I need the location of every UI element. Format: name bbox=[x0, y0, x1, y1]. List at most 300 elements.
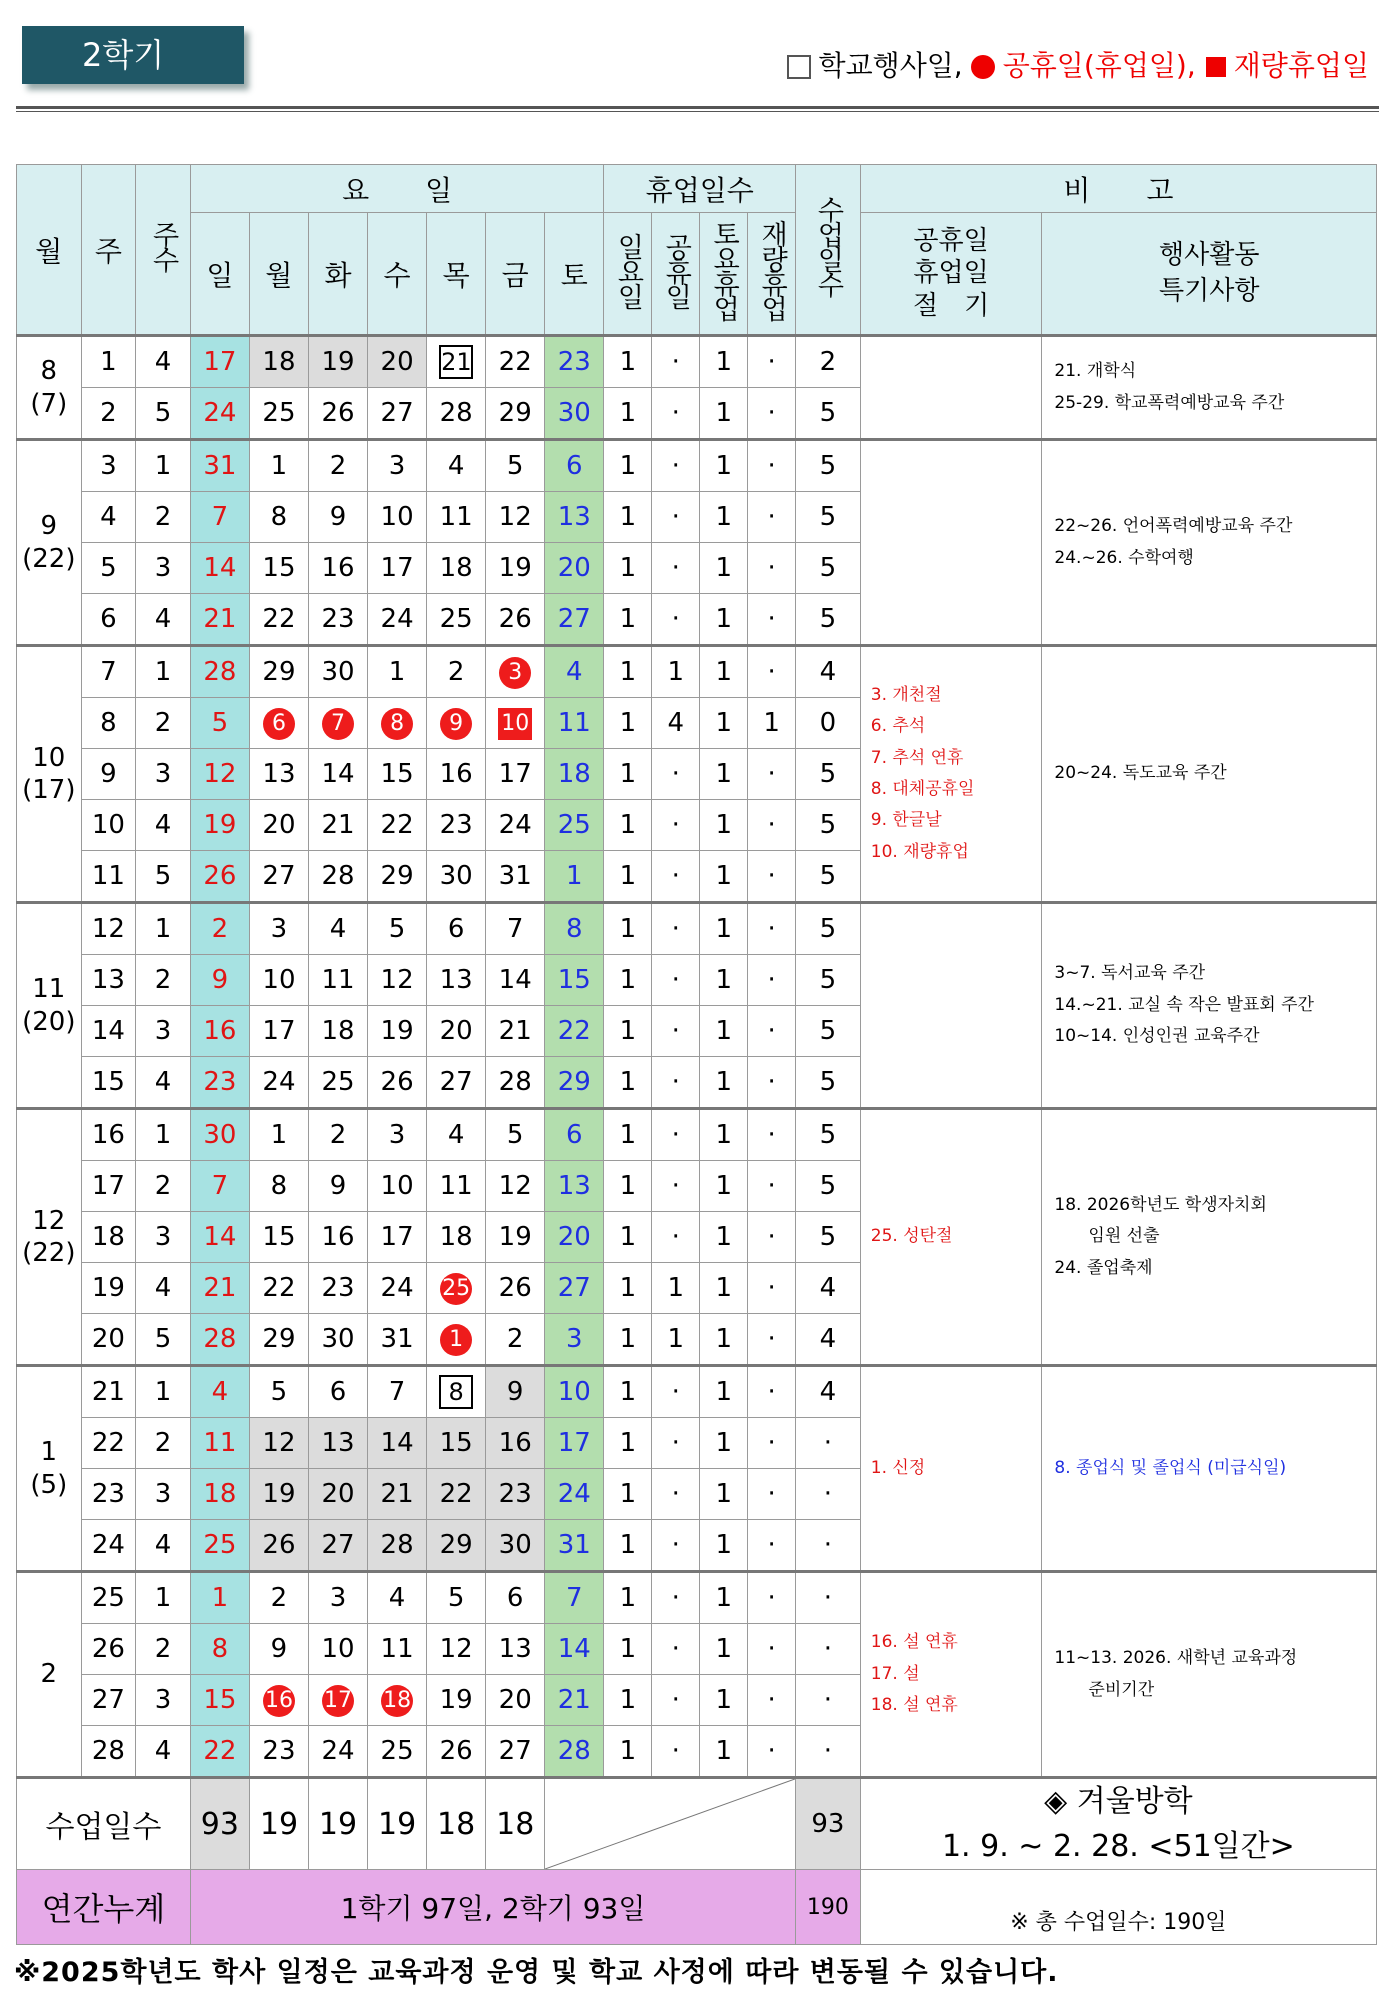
holiday-note: 6. 추석 bbox=[870, 716, 926, 737]
day-cell bbox=[427, 440, 486, 492]
day-cell bbox=[249, 1212, 308, 1263]
closure-count: 1 bbox=[604, 1624, 652, 1675]
day-cell bbox=[368, 1161, 427, 1212]
week-number: 23 bbox=[81, 1469, 136, 1520]
day-cell bbox=[368, 1057, 427, 1109]
week-count: 3 bbox=[136, 1469, 191, 1520]
day-cell bbox=[486, 1161, 545, 1212]
day-number: 12 bbox=[439, 1634, 473, 1664]
day-number: 21 bbox=[557, 1685, 591, 1715]
holiday-notes bbox=[860, 1109, 1042, 1366]
col-school-days: 수업일수 bbox=[796, 165, 861, 336]
holiday-notes bbox=[860, 646, 1042, 903]
week-number: 18 bbox=[81, 1212, 136, 1263]
day-cell bbox=[368, 1006, 427, 1057]
col-remarks-holiday: 공휴일 휴업일 절 기 bbox=[860, 213, 1042, 336]
closure-count: 1 bbox=[700, 1418, 748, 1469]
closure-count: · bbox=[748, 1161, 796, 1212]
col-day: 수 bbox=[368, 213, 427, 336]
month-cell bbox=[17, 440, 82, 646]
day-number: 16 bbox=[321, 553, 355, 583]
day-number: 5 bbox=[447, 1583, 465, 1613]
day-cell bbox=[486, 903, 545, 955]
day-cell bbox=[308, 1726, 367, 1778]
day-cell bbox=[308, 1366, 367, 1418]
month-school-days: (7) bbox=[30, 388, 68, 419]
day-number: 24 bbox=[321, 1736, 355, 1766]
day-cell bbox=[486, 1726, 545, 1778]
month-school-days: (17) bbox=[22, 775, 76, 805]
closure-count: · bbox=[748, 1726, 796, 1778]
closure-count: 1 bbox=[604, 336, 652, 388]
closure-count: 1 bbox=[700, 492, 748, 543]
closure-count: 1 bbox=[700, 1263, 748, 1314]
col-closure-group: 휴업일수 bbox=[604, 165, 796, 213]
day-cell bbox=[486, 1366, 545, 1418]
day-number: 6 bbox=[447, 914, 465, 944]
day-number: 6 bbox=[566, 1120, 583, 1150]
week-count: 2 bbox=[136, 955, 191, 1006]
event-notes bbox=[1042, 1366, 1377, 1572]
holiday-marker: 6 bbox=[263, 708, 295, 740]
closure-count: 1 bbox=[700, 1366, 748, 1418]
closure-count: · bbox=[748, 903, 796, 955]
day-cell bbox=[486, 749, 545, 800]
day-cell bbox=[545, 749, 604, 800]
day-cell bbox=[368, 543, 427, 594]
day-cell bbox=[190, 749, 249, 800]
day-number: 17 bbox=[380, 553, 414, 583]
day-number: 20 bbox=[262, 810, 296, 840]
day-number: 18 bbox=[439, 1222, 473, 1252]
week-number: 19 bbox=[81, 1263, 136, 1314]
holiday-marker: 7 bbox=[322, 708, 354, 740]
day-number: 21 bbox=[203, 1273, 237, 1303]
closure-count: 1 bbox=[604, 1469, 652, 1520]
day-cell bbox=[486, 1418, 545, 1469]
day-number: 30 bbox=[439, 861, 473, 891]
day-cell bbox=[308, 1057, 367, 1109]
closure-count: · bbox=[748, 1675, 796, 1726]
day-cell bbox=[427, 903, 486, 955]
day-cell bbox=[249, 440, 308, 492]
week-count: 5 bbox=[136, 851, 191, 903]
day-cell bbox=[545, 1624, 604, 1675]
day-number: 27 bbox=[498, 1736, 532, 1766]
week-row bbox=[17, 1366, 1377, 1418]
day-cell bbox=[308, 646, 367, 698]
day-cell bbox=[545, 1057, 604, 1109]
closure-count: · bbox=[652, 1520, 700, 1572]
day-number: 16 bbox=[439, 759, 473, 789]
day-number: 27 bbox=[557, 604, 591, 634]
day-cell bbox=[190, 903, 249, 955]
week-count: 4 bbox=[136, 1263, 191, 1314]
closure-count: · bbox=[748, 800, 796, 851]
day-cell bbox=[249, 594, 308, 646]
closure-count: 1 bbox=[604, 1726, 652, 1778]
day-number: 14 bbox=[203, 553, 237, 583]
day-cell bbox=[308, 1624, 367, 1675]
day-cell bbox=[368, 1263, 427, 1314]
day-number: 17 bbox=[203, 347, 237, 377]
week-count: 3 bbox=[136, 543, 191, 594]
closure-count: · bbox=[652, 594, 700, 646]
event-note: 24. 졸업축제 bbox=[1054, 1257, 1153, 1278]
closure-count: · bbox=[652, 440, 700, 492]
week-number: 16 bbox=[81, 1109, 136, 1161]
week-number: 20 bbox=[81, 1314, 136, 1366]
day-number: 14 bbox=[380, 1428, 414, 1458]
day-number: 19 bbox=[498, 1222, 532, 1252]
holiday-note: 9. 한글날 bbox=[870, 810, 942, 831]
event-note: 임원 선출 bbox=[1088, 1226, 1160, 1247]
day-cell bbox=[308, 698, 367, 749]
day-number: 26 bbox=[498, 1273, 532, 1303]
day-number: 23 bbox=[557, 347, 591, 377]
day-cell bbox=[427, 646, 486, 698]
annual-total: 190 bbox=[796, 1870, 861, 1945]
day-number: 5 bbox=[506, 451, 524, 481]
day-cell bbox=[486, 543, 545, 594]
closure-count: · bbox=[652, 492, 700, 543]
day-cell bbox=[486, 800, 545, 851]
school-days-count: 5 bbox=[796, 492, 861, 543]
closure-count: · bbox=[652, 1006, 700, 1057]
event-notes bbox=[1042, 440, 1377, 646]
day-cell bbox=[427, 749, 486, 800]
event-note: 3~7. 독서교육 주간 bbox=[1054, 963, 1206, 984]
event-note: 14.~21. 교실 속 작은 발표회 주간 bbox=[1054, 994, 1314, 1015]
day-number: 16 bbox=[203, 1016, 237, 1046]
day-cell bbox=[486, 1212, 545, 1263]
school-days-count: · bbox=[796, 1726, 861, 1778]
school-days-count: 5 bbox=[796, 955, 861, 1006]
day-cell bbox=[486, 1263, 545, 1314]
closure-count: 1 bbox=[700, 955, 748, 1006]
day-number: 17 bbox=[262, 1016, 296, 1046]
day-cell bbox=[427, 1314, 486, 1366]
week-count: 4 bbox=[136, 1057, 191, 1109]
day-cell bbox=[486, 440, 545, 492]
day-cell bbox=[190, 440, 249, 492]
closure-count: · bbox=[748, 594, 796, 646]
day-cell bbox=[545, 594, 604, 646]
day-number: 13 bbox=[439, 965, 473, 995]
day-cell bbox=[427, 1418, 486, 1469]
week-number: 2 bbox=[81, 388, 136, 440]
month-cell bbox=[17, 336, 82, 440]
day-number: 10 bbox=[380, 502, 414, 532]
holiday-notes bbox=[860, 440, 1042, 646]
closure-count: · bbox=[652, 1057, 700, 1109]
closure-count: 1 bbox=[700, 1057, 748, 1109]
closure-count: 1 bbox=[604, 440, 652, 492]
closure-count: 1 bbox=[700, 1006, 748, 1057]
day-number: 6 bbox=[566, 451, 583, 481]
week-count: 2 bbox=[136, 492, 191, 543]
day-cell bbox=[190, 851, 249, 903]
school-days-count: 5 bbox=[796, 800, 861, 851]
week-count: 1 bbox=[136, 1109, 191, 1161]
semester-tab: 2학기 bbox=[22, 26, 244, 84]
week-number: 5 bbox=[81, 543, 136, 594]
day-number: 1 bbox=[270, 451, 288, 481]
day-number: 13 bbox=[321, 1428, 355, 1458]
week-count: 3 bbox=[136, 1212, 191, 1263]
day-number: 12 bbox=[498, 502, 532, 532]
day-cell bbox=[308, 800, 367, 851]
day-number: 7 bbox=[211, 502, 229, 532]
day-number: 6 bbox=[506, 1583, 524, 1613]
day-number: 10 bbox=[262, 965, 296, 995]
day-cell bbox=[486, 1057, 545, 1109]
day-cell bbox=[486, 388, 545, 440]
day-cell bbox=[368, 594, 427, 646]
day-cell bbox=[545, 1109, 604, 1161]
day-number: 26 bbox=[321, 398, 355, 428]
col-days-group: 요 일 bbox=[190, 165, 604, 213]
holiday-notes bbox=[860, 336, 1042, 440]
closure-count: 1 bbox=[604, 1109, 652, 1161]
day-number: 26 bbox=[262, 1530, 296, 1560]
month-label: 10 bbox=[32, 742, 66, 773]
day-cell bbox=[190, 1624, 249, 1675]
day-cell bbox=[308, 1006, 367, 1057]
school-days-count: · bbox=[796, 1624, 861, 1675]
school-days-count: 5 bbox=[796, 1109, 861, 1161]
closure-count: · bbox=[748, 1624, 796, 1675]
day-cell bbox=[545, 1520, 604, 1572]
day-number: 3 bbox=[270, 914, 288, 944]
day-number: 16 bbox=[321, 1222, 355, 1252]
day-number: 20 bbox=[439, 1016, 473, 1046]
closure-count: · bbox=[652, 851, 700, 903]
closure-count: · bbox=[748, 646, 796, 698]
day-cell bbox=[545, 955, 604, 1006]
day-cell bbox=[249, 851, 308, 903]
col-week-count: 주수 bbox=[136, 165, 191, 336]
week-count: 2 bbox=[136, 1418, 191, 1469]
day-cell bbox=[190, 698, 249, 749]
day-number: 15 bbox=[557, 965, 591, 995]
closure-count: · bbox=[748, 1572, 796, 1624]
closure-count: 1 bbox=[604, 388, 652, 440]
week-count: 4 bbox=[136, 594, 191, 646]
day-number: 3 bbox=[566, 1324, 583, 1354]
event-note: 21. 개학식 bbox=[1054, 361, 1137, 382]
day-cell bbox=[368, 698, 427, 749]
totals-row bbox=[17, 1778, 1377, 1870]
day-cell bbox=[190, 1418, 249, 1469]
day-cell bbox=[249, 1726, 308, 1778]
day-number: 29 bbox=[380, 861, 414, 891]
month-school-days: (5) bbox=[30, 1469, 68, 1500]
closure-count: · bbox=[652, 1572, 700, 1624]
day-number: 25 bbox=[380, 1736, 414, 1766]
day-cell bbox=[249, 388, 308, 440]
closure-count: · bbox=[652, 1109, 700, 1161]
day-number: 27 bbox=[557, 1273, 591, 1303]
day-cell bbox=[249, 646, 308, 698]
day-cell bbox=[308, 1263, 367, 1314]
day-number: 22 bbox=[380, 810, 414, 840]
day-cell bbox=[486, 1109, 545, 1161]
day-cell bbox=[249, 749, 308, 800]
closure-count: · bbox=[748, 336, 796, 388]
day-number: 10 bbox=[321, 1634, 355, 1664]
closure-count: 4 bbox=[652, 698, 700, 749]
day-cell bbox=[249, 492, 308, 543]
day-cell bbox=[368, 1469, 427, 1520]
day-cell bbox=[486, 646, 545, 698]
day-number: 3 bbox=[329, 1583, 347, 1613]
day-cell bbox=[545, 1726, 604, 1778]
discretionary-legend-square bbox=[1206, 57, 1226, 77]
day-number: 12 bbox=[380, 965, 414, 995]
day-number: 3 bbox=[388, 1120, 406, 1150]
closure-count: 1 bbox=[700, 1469, 748, 1520]
day-number: 26 bbox=[203, 861, 237, 891]
day-number: 1 bbox=[388, 657, 406, 687]
day-cell bbox=[427, 800, 486, 851]
day-number: 21 bbox=[321, 810, 355, 840]
day-cell bbox=[308, 543, 367, 594]
week-count: 1 bbox=[136, 903, 191, 955]
school-days-count: 5 bbox=[796, 851, 861, 903]
week-count: 4 bbox=[136, 336, 191, 388]
school-days-count: 5 bbox=[796, 1212, 861, 1263]
closure-count: 1 bbox=[604, 492, 652, 543]
day-cell bbox=[190, 492, 249, 543]
holiday-note: 3. 개천절 bbox=[870, 684, 942, 705]
day-cell bbox=[190, 1314, 249, 1366]
month-label: 8 bbox=[40, 356, 58, 386]
day-number: 15 bbox=[380, 759, 414, 789]
closure-count: · bbox=[748, 1006, 796, 1057]
closure-count: · bbox=[748, 1057, 796, 1109]
school-days-count: 5 bbox=[796, 1161, 861, 1212]
closure-count: · bbox=[652, 1675, 700, 1726]
day-cell bbox=[308, 594, 367, 646]
day-number: 25 bbox=[203, 1530, 237, 1560]
closure-count: 1 bbox=[748, 698, 796, 749]
day-number: 4 bbox=[447, 1120, 465, 1150]
day-number: 12 bbox=[498, 1171, 532, 1201]
day-number: 19 bbox=[439, 1685, 473, 1715]
school-days-count: 2 bbox=[796, 336, 861, 388]
day-cell bbox=[486, 698, 545, 749]
day-cell bbox=[190, 955, 249, 1006]
day-number: 8 bbox=[566, 914, 583, 944]
day-cell bbox=[368, 851, 427, 903]
totals-label: 수업일수 bbox=[17, 1778, 191, 1870]
school-days-count: · bbox=[796, 1572, 861, 1624]
closure-count: 1 bbox=[700, 336, 748, 388]
day-cell bbox=[249, 1057, 308, 1109]
closure-count: 1 bbox=[604, 1057, 652, 1109]
day-number: 8 bbox=[270, 1171, 288, 1201]
col-day: 월 bbox=[249, 213, 308, 336]
week-number: 10 bbox=[81, 800, 136, 851]
day-cell bbox=[427, 1263, 486, 1314]
day-number: 28 bbox=[321, 861, 355, 891]
holiday-notes bbox=[860, 1366, 1042, 1572]
day-number: 18 bbox=[203, 1479, 237, 1509]
day-number: 14 bbox=[203, 1222, 237, 1252]
closure-count: · bbox=[748, 1418, 796, 1469]
day-cell bbox=[545, 1572, 604, 1624]
day-cell bbox=[249, 1572, 308, 1624]
closure-count: 1 bbox=[604, 749, 652, 800]
closure-count: 1 bbox=[700, 440, 748, 492]
day-number: 20 bbox=[557, 1222, 591, 1252]
school-days-count: 4 bbox=[796, 646, 861, 698]
day-number: 2 bbox=[506, 1324, 524, 1354]
col-month: 월 bbox=[17, 165, 82, 336]
day-number: 9 bbox=[329, 1171, 347, 1201]
total-fri: 18 bbox=[486, 1778, 545, 1870]
day-cell bbox=[190, 336, 249, 388]
day-cell bbox=[308, 388, 367, 440]
month-cell bbox=[17, 646, 82, 903]
closure-count: · bbox=[652, 749, 700, 800]
day-cell bbox=[368, 388, 427, 440]
day-cell bbox=[249, 1263, 308, 1314]
closure-count: · bbox=[652, 1418, 700, 1469]
day-number: 22 bbox=[557, 1016, 591, 1046]
school-days-count: 5 bbox=[796, 903, 861, 955]
day-cell bbox=[368, 1520, 427, 1572]
day-cell bbox=[308, 492, 367, 543]
day-number: 14 bbox=[498, 965, 532, 995]
event-note: 22~26. 언어폭력예방교육 주간 bbox=[1054, 516, 1293, 537]
day-cell bbox=[249, 336, 308, 388]
event-note: 18. 2026학년도 학생자치회 bbox=[1054, 1194, 1267, 1215]
day-cell bbox=[190, 1675, 249, 1726]
week-count: 3 bbox=[136, 1006, 191, 1057]
day-number: 25 bbox=[321, 1067, 355, 1097]
closure-count: 1 bbox=[700, 1161, 748, 1212]
day-number: 31 bbox=[203, 451, 237, 481]
day-number: 13 bbox=[557, 1171, 591, 1201]
week-number: 28 bbox=[81, 1726, 136, 1778]
week-count: 1 bbox=[136, 1366, 191, 1418]
day-cell bbox=[545, 1418, 604, 1469]
day-cell bbox=[545, 1006, 604, 1057]
day-cell bbox=[427, 1161, 486, 1212]
day-cell bbox=[190, 1726, 249, 1778]
day-cell bbox=[308, 336, 367, 388]
closure-count: 1 bbox=[604, 1263, 652, 1314]
empty-diagonal-cell bbox=[545, 1778, 796, 1870]
day-number: 14 bbox=[557, 1634, 591, 1664]
day-cell bbox=[427, 1057, 486, 1109]
day-cell bbox=[308, 440, 367, 492]
day-number: 24 bbox=[498, 810, 532, 840]
school-days-count: · bbox=[796, 1469, 861, 1520]
school-days-count: 5 bbox=[796, 1006, 861, 1057]
day-number: 17 bbox=[498, 759, 532, 789]
day-cell bbox=[308, 1109, 367, 1161]
closure-count: 1 bbox=[604, 903, 652, 955]
day-number: 5 bbox=[270, 1377, 288, 1407]
day-number: 25 bbox=[439, 604, 473, 634]
day-cell bbox=[545, 800, 604, 851]
closure-count: · bbox=[652, 543, 700, 594]
event-notes bbox=[1042, 336, 1377, 440]
day-number: 30 bbox=[203, 1120, 237, 1150]
